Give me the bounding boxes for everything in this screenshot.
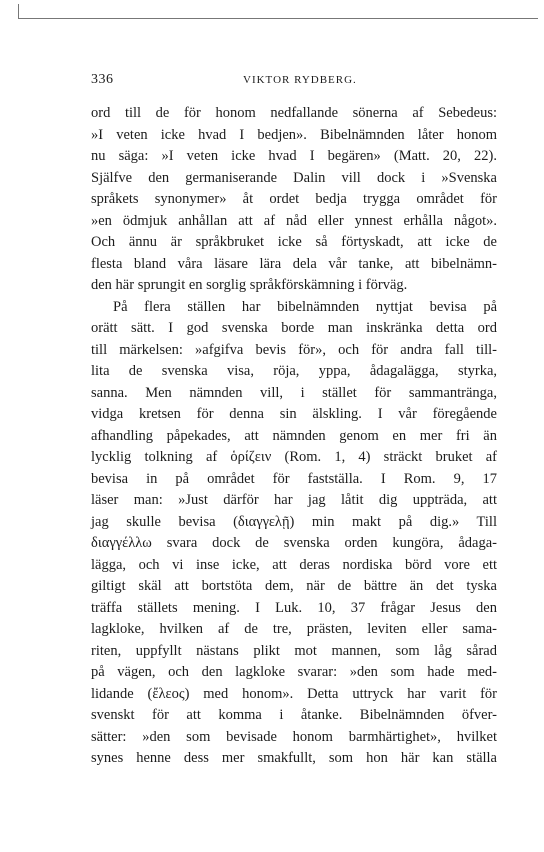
text-line: Och ännu är språkbruket icke så förtyskadt, att icke de (91, 234, 497, 250)
text-line: till märkelsen: »afgifva bevis för», och för andra fall till- (91, 341, 497, 358)
page-top-rule (18, 18, 538, 19)
text-line: vidga kretsen för denna sin älskling. I vår föregående (91, 406, 497, 422)
text-line: nu säga: »I veten icke hvad I begären» (Matt. 20, 22). (91, 148, 497, 164)
text-line: Själfve den germaniserande Dalin vill dock i »Svenska (91, 169, 497, 186)
text-line: lagkloke, hvilken af de tre, prästen, leviten eller sama- (91, 621, 497, 637)
body-text (91, 103, 497, 770)
text-line: flesta bland våra läsare lära dela vår tanke, att bibelnämn- (91, 255, 497, 272)
text-line: giltigt skäl att bortstöta dem, när de bättre än det tyska (91, 578, 497, 594)
text-line: sanna. Men nämnden vill, i stället för sammanträngа, (91, 384, 497, 401)
text-line: riten, uppfyllt nästans plikt mot mannen, som låg sårad (91, 642, 497, 659)
text-line: träffa ställets mening. I Luk. 10, 37 frågar Jesus den (91, 599, 497, 616)
text-line: lägga, och vi inse icke, att deras nordiska börd vore ett (91, 556, 497, 573)
text-line: lidande (ἔλεος) med honom». Detta uttryck har varit för (91, 685, 497, 702)
text-line: afhandling påpekades, att nämnden genom en mer fri än (91, 427, 497, 444)
text-line: den här sprungit en sorglig språkförskämning i förväg. (91, 277, 408, 293)
text-line: synes henne dess mer smakfullt, som hon här kan ställa (91, 750, 497, 766)
text-line: »en ödmjuk anhållan att af nåd eller ynnest erhålla något». (91, 212, 497, 229)
text-line: jag skulle bevisa (διαγγελῇ) min makt på dig.» Till (91, 513, 497, 530)
text-line: På flera ställen har bibelnämnden nyttjat bevisa på (113, 298, 497, 315)
text-line: ord till de för honom nedfallande sönerna af Sebedeus: (91, 105, 497, 121)
text-line: svenskt för att komma i åtanke. Bibelnämnden öfver- (91, 707, 497, 723)
text-line: lycklig tolkning af ὁρίζειν (Rom. 1, 4) sträckt bruket af (91, 449, 497, 465)
text-line: på vägen, och den lagkloke svarar: »den som hade med- (91, 664, 497, 680)
text-line: språkets synonymer» åt ordet bedja trygga området för (91, 191, 497, 207)
text-line: διαγγέλλω svara dock de svenska orden kungöra, ådaga- (91, 535, 497, 551)
text-line: lita de svenska visa, röja, yppa, ådagalägga, styrka, (91, 363, 497, 379)
text-line: sätter: »den som bevisade honom barmhärtighet», hvilket (91, 728, 497, 745)
page-header (91, 72, 495, 92)
text-line: orätt sätt. I god svenska borde man inskränka detta ord (91, 320, 497, 336)
page-number: 336 (91, 72, 114, 87)
text-line: »I veten icke hvad I bedjen». Bibelnämnden låter honom (91, 126, 497, 143)
page-edge-mark (18, 4, 19, 18)
text-line: bevisa in på området för fastställa. I Rom. 9, 17 (91, 470, 497, 487)
running-head: VIKTOR RYDBERG. (243, 74, 357, 86)
text-line: läser man: »Just därför har jag låtit dig uppträda, att (91, 492, 497, 508)
